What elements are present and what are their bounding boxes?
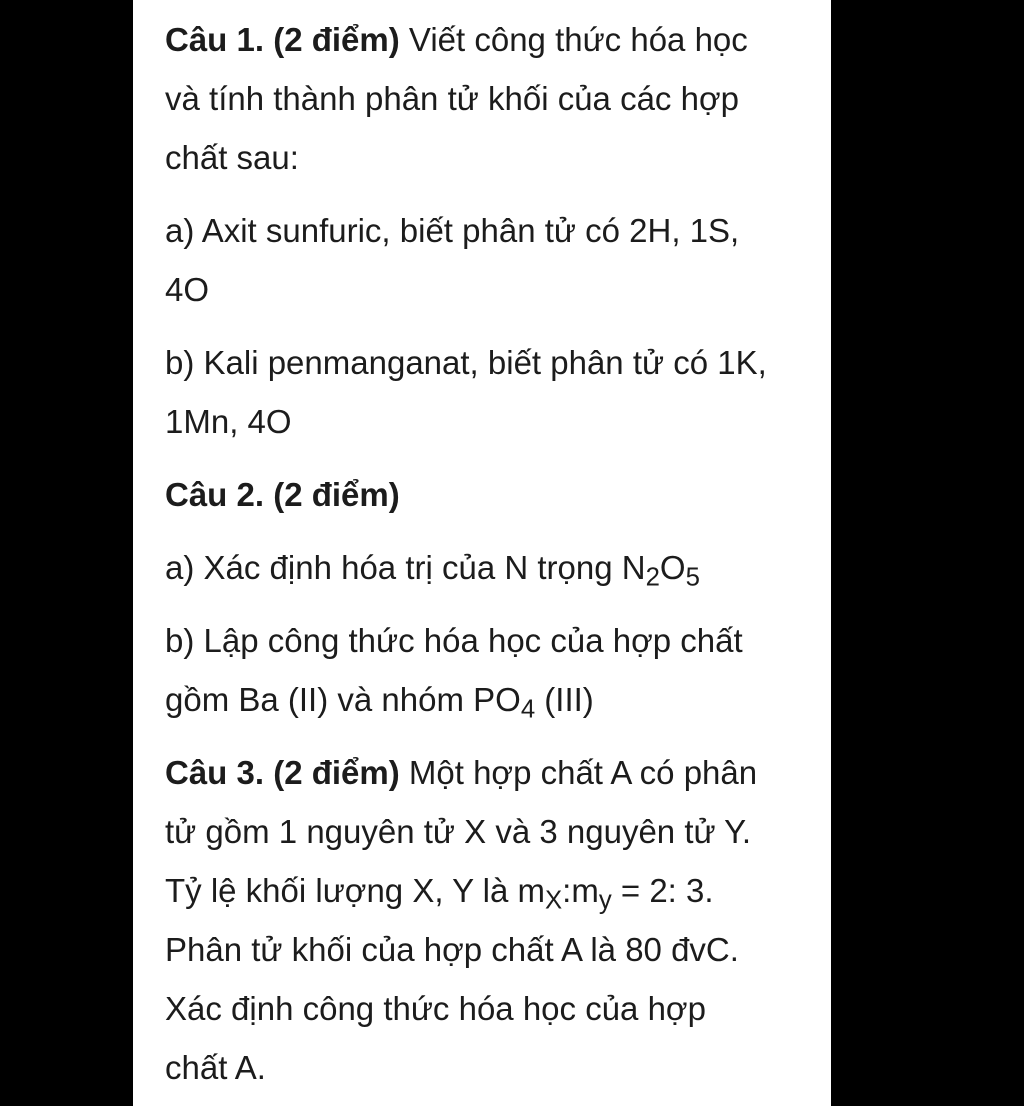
q2-a-subscript-1: 2 [645, 563, 660, 592]
q3-line-2: tử gồm 1 nguyên tử X và 3 nguyên tử Y. [165, 813, 752, 850]
q3-ratio-value: = 2: 3. [611, 872, 714, 909]
q2-a-text: a) Xác định hóa trị của N trọng N [165, 549, 646, 586]
q2-part-b [165, 611, 815, 729]
q3-line-5: Xác định công thức hóa học của hợp [165, 990, 706, 1027]
q2-b-text: gồm Ba (II) và nhóm PO [165, 681, 521, 718]
q3-ratio-text: Tỷ lệ khối lượng X, Y là m [165, 872, 545, 909]
q2-b-suffix: (III) [535, 681, 594, 718]
q3-line-4: Phân tử khối của hợp chất A là 80 đvC. [165, 931, 739, 968]
q2-b-line-2 [165, 670, 815, 729]
q3-line-6: chất A. [165, 1049, 266, 1086]
q1-paragraph [165, 10, 815, 187]
q1-part-a [165, 201, 815, 319]
q2-heading: Câu 2. (2 điểm) [165, 476, 400, 513]
q1-a-line-1: a) Axit sunfuric, biết phân tử có 2H, 1S, [165, 212, 740, 249]
q3-text-1: Một hợp chất A có phân [399, 754, 758, 791]
q2-a-line-1 [165, 538, 815, 597]
q1-line-2: và tính thành phân tử khối của các hợp [165, 80, 739, 117]
q3-heading: Câu 3. (2 điểm) [165, 754, 400, 791]
q1-text-1: Viết công thức hóa học [399, 21, 748, 58]
q2-a-formula-o: O [659, 549, 686, 586]
q1-b-line-2: 1Mn, 4O [165, 403, 292, 440]
document-page [133, 0, 831, 1106]
q1-line-1 [165, 10, 815, 69]
q2-part-a [165, 538, 815, 597]
q2-b-subscript: 4 [520, 695, 536, 724]
q2-a-subscript-2: 5 [685, 563, 700, 592]
q3-subscript-y: y [598, 886, 612, 915]
q2-b-line-1: b) Lập công thức hóa học của hợp chất [165, 622, 743, 659]
q3-subscript-x: X [545, 886, 563, 915]
q1-a-line-2: 4O [165, 271, 210, 308]
q1-line-3: chất sau: [165, 139, 299, 176]
q1-b-line-1: b) Kali penmanganat, biết phân tử có 1K, [165, 344, 767, 381]
q2-line-1 [165, 465, 815, 524]
q3-paragraph [165, 743, 815, 1097]
q3-line-3 [165, 861, 815, 920]
question-content [165, 10, 815, 1106]
q1-heading: Câu 1. (2 điểm) [165, 21, 400, 58]
q3-ratio-mid: :m [562, 872, 599, 909]
q2-paragraph [165, 465, 815, 524]
q1-part-b [165, 333, 815, 451]
q3-line-1 [165, 743, 815, 802]
